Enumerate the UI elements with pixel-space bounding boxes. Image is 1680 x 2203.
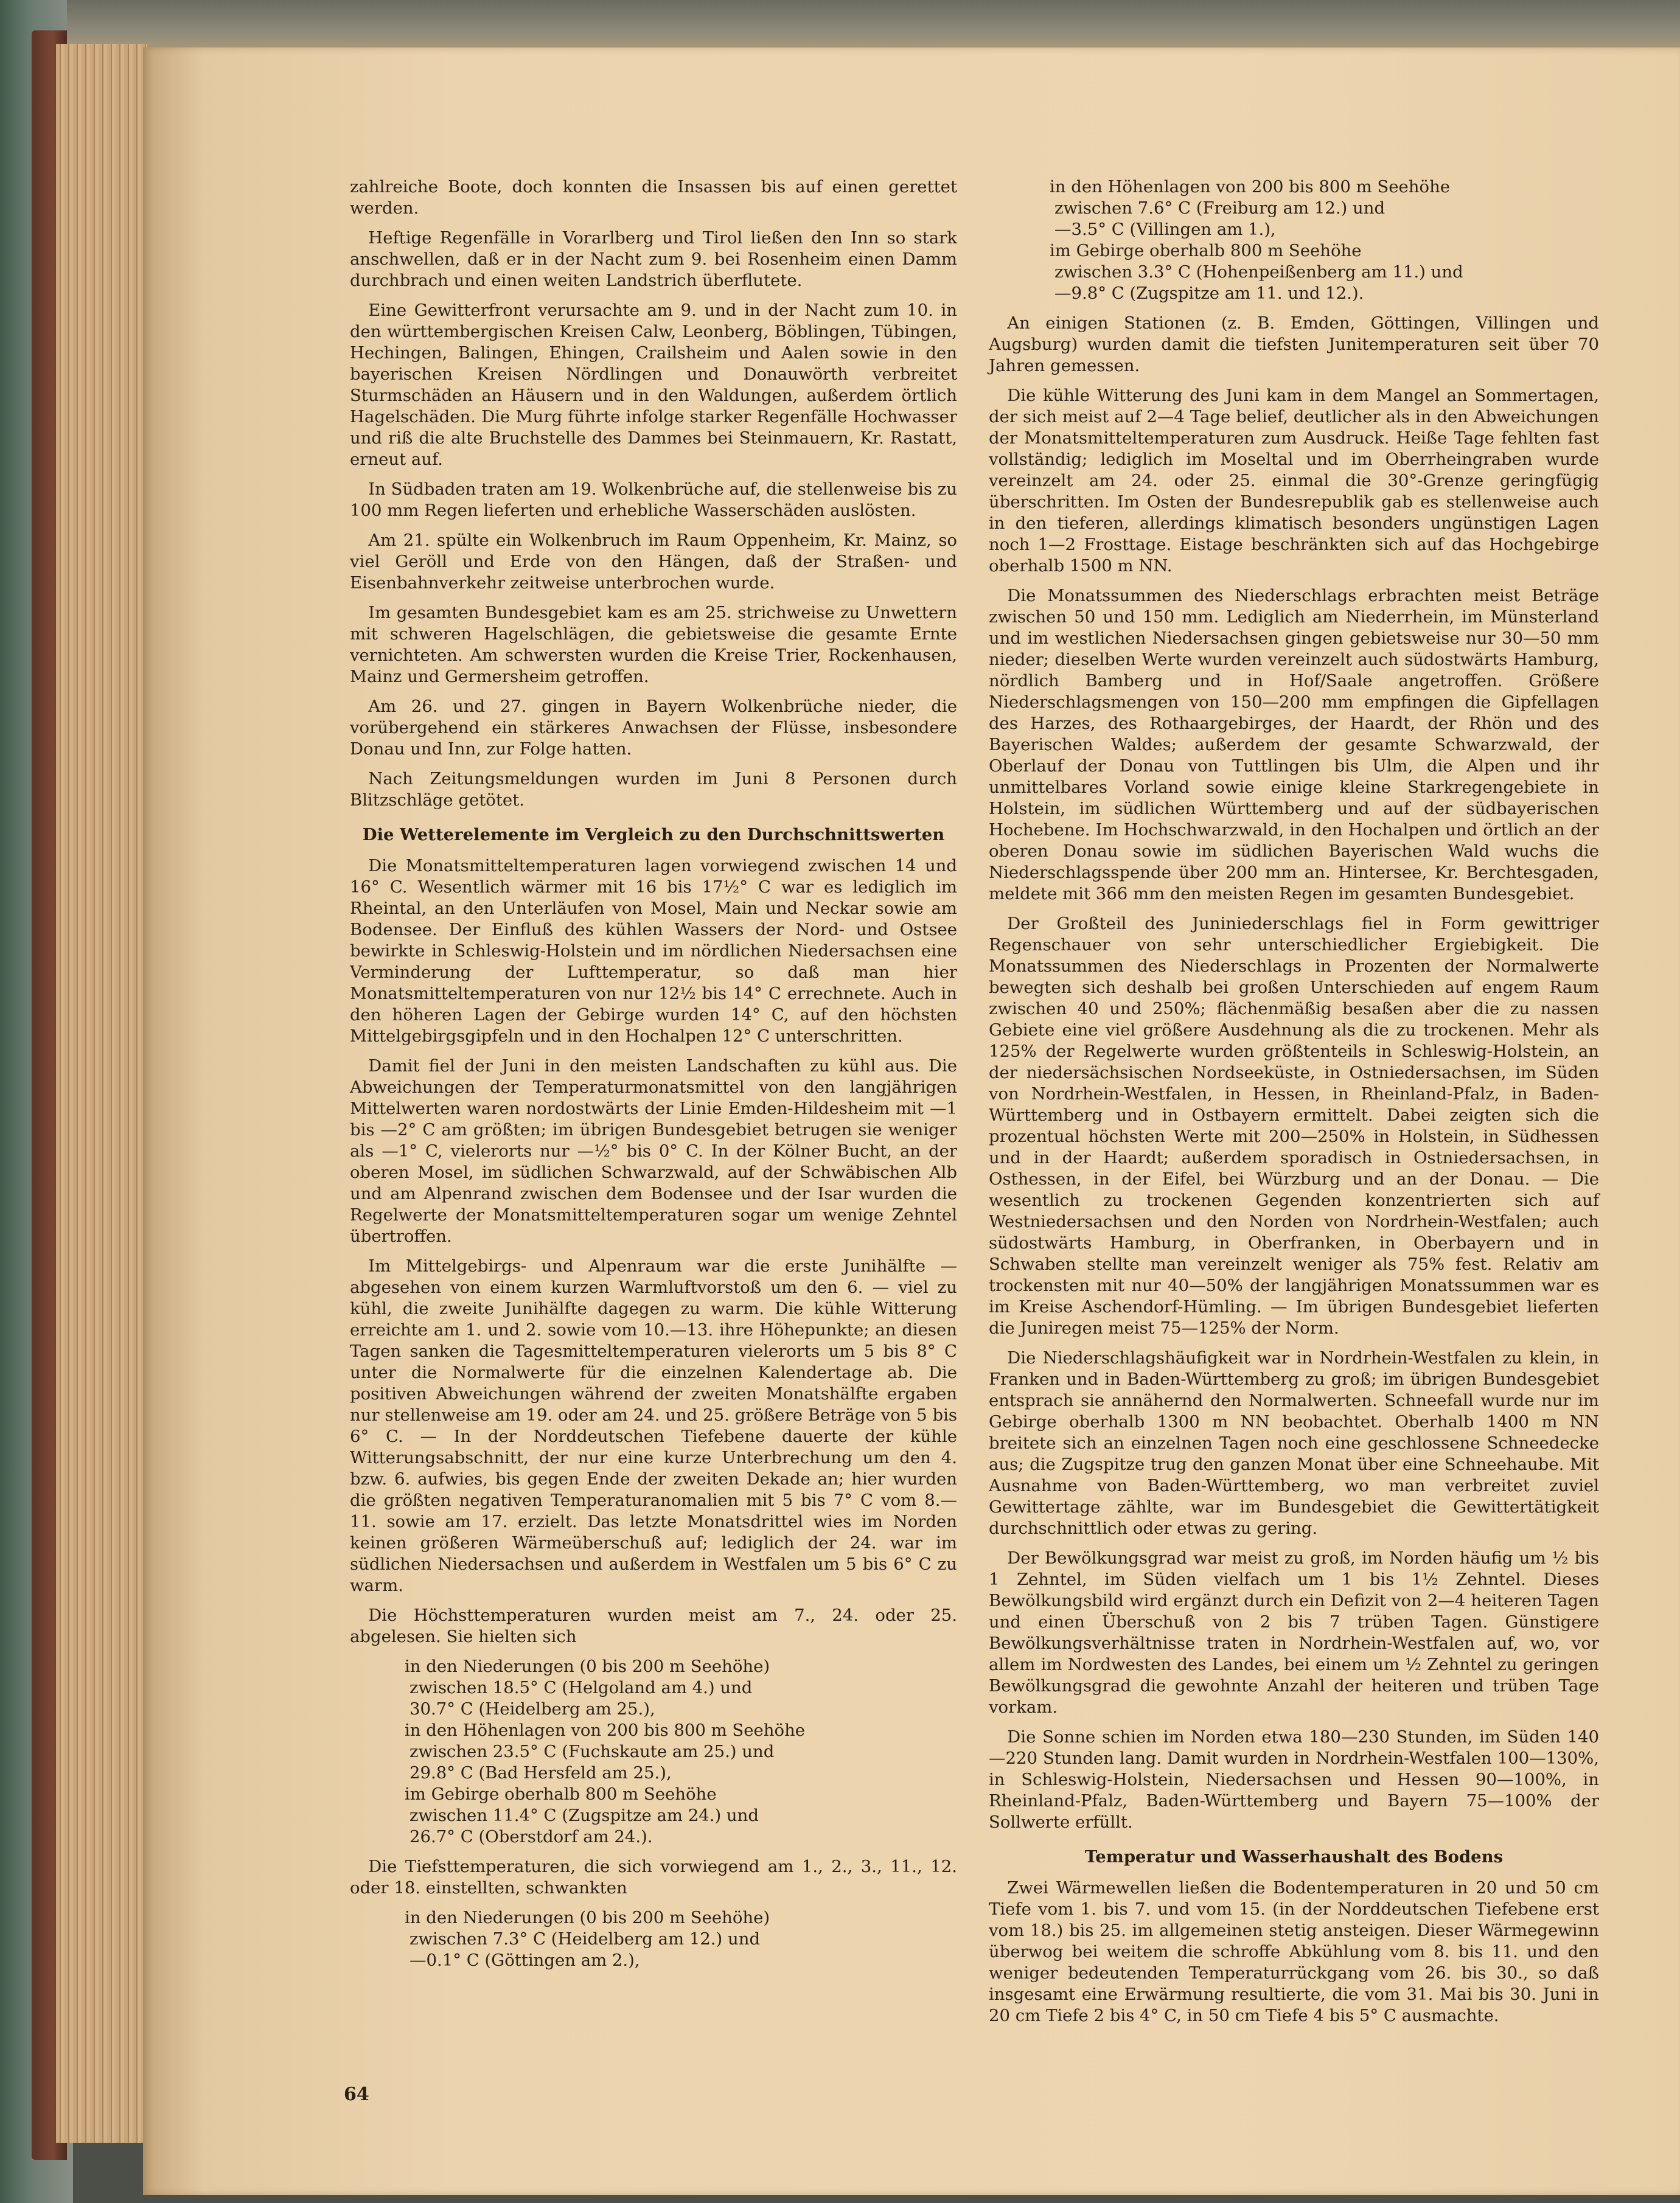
paragraph: Am 21. spülte ein Wolkenbruch im Raum Oppenheim, Kr. Mainz, so viel Geröll und Erde von den Hängen, daß der Straßen- und Eisenbahnverkehr zeitweise unterbrochen wurde. — [350, 531, 957, 593]
paragraph: Damit fiel der Juni in den meisten Landschaften zu kühl aus. Die Abweichungen der Temperaturmonatsmittel von den langjährigen Mittelwerten waren nordostwärts der Linie Emden-Hildesheim mit —1 bis —2° C am größten; im übrigen Bundesgebiet betrugen sie weniger als —1° C, vielerorts nur —½° bis 0° C. In der Kölner Bucht, an der oberen Mosel, im südlichen Schwarzwald, auf der Schwäbischen Alb und am Alpenrand zwischen dem Bodensee und der Isar wurden die Regelwerte der Monatsmitteltemperaturen sogar um wenige Zehntel übertroffen. — [350, 1056, 957, 1246]
list-line: im Gebirge oberhalb 800 m Seehöhe — [1050, 241, 1362, 260]
list-line: zwischen 7.3° C (Heidelberg am 12.) und — [410, 1929, 761, 1949]
page-number: 64 — [344, 2084, 369, 2105]
list-line: 29.8° C (Bad Hersfeld am 25.), — [410, 1763, 672, 1783]
section-heading: Temperatur und Wasserhaushalt des Bodens — [1084, 1847, 1504, 1867]
list-line: zwischen 23.5° C (Fuchskaute am 25.) und — [410, 1742, 775, 1761]
paragraph: Zwei Wärmewellen ließen die Bodentemperaturen in 20 und 50 cm Tiefe vom 1. bis 7. und vom 15. (in der Norddeutschen Tiefebene erst vom 18.) bis 25. im allgemeinen stetig ansteigen. Dieser Wärmegewinn überwog bei weitem die schroffe Abkühlung vom 8. bis 11. und den weniger bedeutenden Temperaturrückgang vom 26. bis 30., so daß insgesamt eine Erwärmung resultierte, die vom 31. Mai bis 30. Juni in 20 cm Tiefe 2 bis 4° C, in 50 cm Tiefe 4 bis 5° C ausmachte. — [989, 1878, 1599, 2025]
min-temperature-list-continued — [989, 176, 1599, 304]
list-line: in den Höhenlagen von 200 bis 800 m Seehöhe — [405, 1721, 806, 1740]
paragraph: Am 26. und 27. gingen in Bayern Wolkenbrüche nieder, die vorübergehend ein stärkeres Anwachsen der Flüsse, insbesondere Donau und Inn, zur Folge hatten. — [350, 697, 957, 759]
paragraph: Eine Gewitterfront verursachte am 9. und in der Nacht zum 10. in den württembergischen Kreisen Calw, Leonberg, Böblingen, Tübingen, Hechingen, Balingen, Ehingen, Crailsheim und Aalen sowie in den bayerischen Kreisen Nördlingen und Donauwörth verbreitet Sturmschäden an Häusern und in den Waldungen, außerdem örtlich Hagelschäden. Die Murg führte infolge starker Regenfälle Hochwasser und riß die alte Bruchstelle des Dammes bei Steinmauern, Kr. Rastatt, erneut auf. — [350, 301, 957, 469]
paragraph: Die kühle Witterung des Juni kam in dem Mangel an Sommertagen, der sich meist auf 2—4 Tage belief, deutlicher als in den Abweichungen der Monatsmitteltemperaturen zum Ausdruck. Heiße Tage fehlten fast vollständig; lediglich im Moseltal und im Oberrheingraben wurde vereinzelt am 24. oder 25. einmal die 30°-Grenze geringfügig überschritten. Im Osten der Bundesrepublik gab es stellenweise auch in den tieferen, allerdings klimatisch besonders ungünstigen Lagen noch 1—2 Frosttage. Eistage beschränkten sich auf das Hochgebirge oberhalb 1500 m NN. — [989, 386, 1599, 576]
paragraph: Die Monatsmitteltemperaturen lagen vorwiegend zwischen 14 und 16° C. Wesentlich wärmer mit 16 bis 17½° C war es lediglich im Rheintal, an den Unterläufen von Mosel, Main und Neckar sowie am Bodensee. Der Einfluß des kühlen Wassers der Nord- und Ostsee bewirkte in Schleswig-Holstein und im nördlichen Niedersachsen eine Verminderung der Lufttemperatur, so daß man hier Monatsmitteltemperaturen von nur 12½ bis 14° C errechnete. Auch in den höheren Lagen der Gebirge wurden 14° C, auf den höchsten Mittelgebirgsgipfeln und in den Hochalpen 12° C unterschritten. — [350, 856, 957, 1046]
paragraph: Die Monatssummen des Niederschlags erbrachten meist Beträge zwischen 50 und 150 mm. Lediglich am Niederrhein, im Münsterland und im westlichen Niedersachsen gingen gebietsweise nur 30—50 mm nieder; dieselben Werte wurden vereinzelt auch südostwärts Hamburg, nördlich Bamberg und in Hof/Saale angetroffen. Größere Niederschlagsmengen von 150—200 mm empfingen die Gipfellagen des Harzes, des Rothaargebirges, der Haardt, der Rhön und des Bayerischen Waldes; außerdem der gesamte Schwarzwald, der Oberlauf der Donau von Tuttlingen bis Ulm, die Alpen und ihr unmittelbares Vorland sowie einige kleine Starkregengebiete in Holstein, im südlichen Württemberg und auf der südbayerischen Hochebene. Im Hochschwarzwald, in den Hochalpen und örtlich an der oberen Donau sowie im südlichen Bayerischen Wald wuchs die Niederschlagsspende über 200 mm an. Hintersee, Kr. Berchtesgaden, meldete mit 366 mm den meisten Regen im gesamten Bundesgebiet. — [989, 586, 1599, 903]
paragraph: Der Großteil des Juniniederschlags fiel in Form gewittriger Regenschauer von sehr unterschiedlicher Ergiebigkeit. Die Monatssummen des Niederschlags in Prozenten der Normalwerte bewegten sich deshalb bei großen Unterschieden auf engem Raum zwischen 40 und 250%; flächenmäßig besaßen aber die zu nassen Gebiete eine viel größere Ausdehnung als die zu trockenen. Mehr als 125% der Regelwerte wurden größtenteils in Schleswig-Holstein, an der niedersächsischen Nordseeküste, in Ostniedersachsen, im Süden von Nordrhein-Westfalen, in Hessen, in Rheinland-Pfalz, in Baden-Württemberg und in Ostbayern ermittelt. Dabei zeigten sich die prozentual höchsten Werte mit 200—250% in Holstein, in Südhessen und in der Haardt; außerdem sporadisch in Ostniedersachsen, in Osthessen, in der Eifel, bei Würzburg und an der Donau. — Die wesentlich zu trockenen Gegenden konzentrierten sich auf Westniedersachsen und den Norden von Nordrhein-Westfalen; auch südostwärts Hamburg, in Oberfranken, in Oberbayern und in Schwaben stellte man vereinzelt weniger als 75% fest. Relativ am trockensten mit nur 40—50% der langjährigen Monatssummen war es im Kreise Aschendorf-Hümling. — Im übrigen Bundesgebiet lieferten die Juniregen meist 75—125% der Norm. — [989, 914, 1599, 1338]
list-line: —3.5° C (Villingen am 1.), — [1054, 220, 1276, 239]
paragraph: Die Niederschlagshäufigkeit war in Nordrhein-Westfalen zu klein, in Franken und in Baden-Württemberg zu groß; im übrigen Bundesgebiet entsprach sie annähernd den Normalwerten. Schneefall wurde nur im Gebirge oberhalb 1300 m NN beobachtet. Oberhalb 1400 m NN breitete sich an einzelnen Tagen noch eine geschlossene Schneedecke aus; die Zugspitze trug den ganzen Monat über eine Schneehaube. Mit Ausnahme von Baden-Württemberg, wo man verbreitet zuviel Gewittertage zählte, war im Bundesgebiet die Gewittertätigkeit durchschnittlich oder etwas zu gering. — [989, 1348, 1599, 1538]
page-edges — [56, 44, 147, 2143]
paragraph: Nach Zeitungsmeldungen wurden im Juni 8 Personen durch Blitzschläge getötet. — [350, 769, 957, 810]
list-line: in den Niederungen (0 bis 200 m Seehöhe) — [405, 1657, 770, 1676]
max-temperature-list — [350, 1656, 957, 1848]
paragraph: In Südbaden traten am 19. Wolkenbrüche auf, die stellenweise bis zu 100 mm Regen lieferten und erhebliche Wasserschäden auslösten. — [350, 479, 957, 520]
list-line: zwischen 7.6° C (Freiburg am 12.) und — [1054, 198, 1385, 218]
list-line: 30.7° C (Heidelberg am 25.), — [410, 1699, 655, 1719]
list-line: zwischen 11.4° C (Zugspitze am 24.) und — [410, 1806, 759, 1825]
list-line: in den Höhenlagen von 200 bis 800 m Seehöhe — [1050, 177, 1451, 197]
paragraph: Die Höchsttemperaturen wurden meist am 7., 24. oder 25. abgelesen. Sie hielten sich — [350, 1606, 957, 1646]
list-line: in den Niederungen (0 bis 200 m Seehöhe) — [405, 1908, 770, 1927]
paragraph: Im gesamten Bundesgebiet kam es am 25. strichweise zu Unwettern mit schweren Hagelschlägen, die gebietsweise die gesamte Ernte vernichteten. Am schwersten wurden die Kreise Trier, Rockenhausen, Mainz und Germersheim getroffen. — [350, 603, 957, 686]
paragraph: Der Bewölkungsgrad war meist zu groß, im Norden häufig um ½ bis 1 Zehntel, im Süden vielfach um 1 bis 1½ Zehntel. Dieses Bewölkungsbild wird ergänzt durch ein Defizit von 2—4 heiteren Tagen und einen Überschuß von 2 bis 7 trüben Tagen. Günstigere Bewölkungsverhältnisse traten in Nordrhein-Westfalen auf, wo, vor allem im Nordwesten des Landes, bei einem um ½ Zehntel zu geringen Bewölkungsgrad die gewohnte Anzahl der heiteren und trüben Tage vorkam. — [989, 1548, 1599, 1717]
list-line: im Gebirge oberhalb 800 m Seehöhe — [405, 1784, 717, 1804]
left-column — [350, 176, 957, 1980]
list-line: 26.7° C (Oberstdorf am 24.). — [410, 1827, 653, 1846]
list-line: —0.1° C (Göttingen am 2.), — [410, 1951, 640, 1970]
paragraph: Die Sonne schien im Norden etwa 180—230 Stunden, im Süden 140—220 Stunden lang. Damit wurden in Nordrhein-Westfalen 100—130%, in Schleswig-Holstein, Niedersachsen und Hessen 90—100%, in Rheinland-Pfalz, Baden-Württemberg und Bayern 75—100% der Sollwerte erfüllt. — [989, 1727, 1599, 1832]
right-column — [989, 176, 1599, 2035]
paragraph: Die Tiefsttemperaturen, die sich vorwiegend am 1., 2., 3., 11., 12. oder 18. einstellten, schwankten — [350, 1857, 957, 1898]
list-line: —9.8° C (Zugspitze am 11. und 12.). — [1054, 284, 1364, 303]
list-line: zwischen 18.5° C (Helgoland am 4.) und — [410, 1678, 753, 1697]
paragraph: An einigen Stationen (z. B. Emden, Göttingen, Villingen und Augsburg) wurden damit die tiefsten Junitemperaturen seit über 70 Jahren gemessen. — [989, 313, 1599, 375]
paragraph: Heftige Regenfälle in Vorarlberg und Tirol ließen den Inn so stark anschwellen, daß er in der Nacht zum 9. bei Rosenheim einen Damm durchbrach und einen weiten Landstrich überflutete. — [350, 228, 957, 290]
paragraph: zahlreiche Boote, doch konnten die Insassen bis auf einen gerettet werden. — [350, 177, 957, 218]
section-heading: Die Wetterelemente im Vergleich zu den Durchschnittswerten — [362, 825, 945, 844]
min-temperature-list — [350, 1907, 957, 1971]
paragraph: Im Mittelgebirgs- und Alpenraum war die erste Junihälfte — abgesehen von einem kurzen Warmluftvorstoß um den 6. — viel zu kühl, die zweite Junihälfte dagegen zu warm. Die kühle Witterung erreichte am 1. und 2. sowie vom 10.—13. ihre Höhepunkte; an diesen Tagen sanken die Tagesmitteltemperaturen vielerorts um 5 bis 8° C unter die Normalwerte für die einzelnen Kalendertage ab. Die positiven Abweichungen während der zweiten Monatshälfte ergaben nur stellenweise am 19. oder am 24. und 25. größere Beträge von 5 bis 6° C. — In der Norddeutschen Tiefebene dauerte der kühle Witterungsabschnitt, der nur eine kurze Unterbrechung um den 4. bzw. 6. aufwies, bis gegen Ende der zweiten Dekade an; hier wurden die größten negativen Temperaturanomalien mit 5 bis 7° C vom 8.—11. sowie am 17. erzielt. Das letzte Monatsdrittel wies im Norden keinen größeren Wärmeüberschuß auf; lediglich der 24. war im südlichen Niedersachsen und außerdem in Westfalen um 5 bis 6° C zu warm. — [350, 1256, 957, 1595]
list-line: zwischen 3.3° C (Hohenpeißenberg am 11.) und — [1054, 262, 1463, 282]
